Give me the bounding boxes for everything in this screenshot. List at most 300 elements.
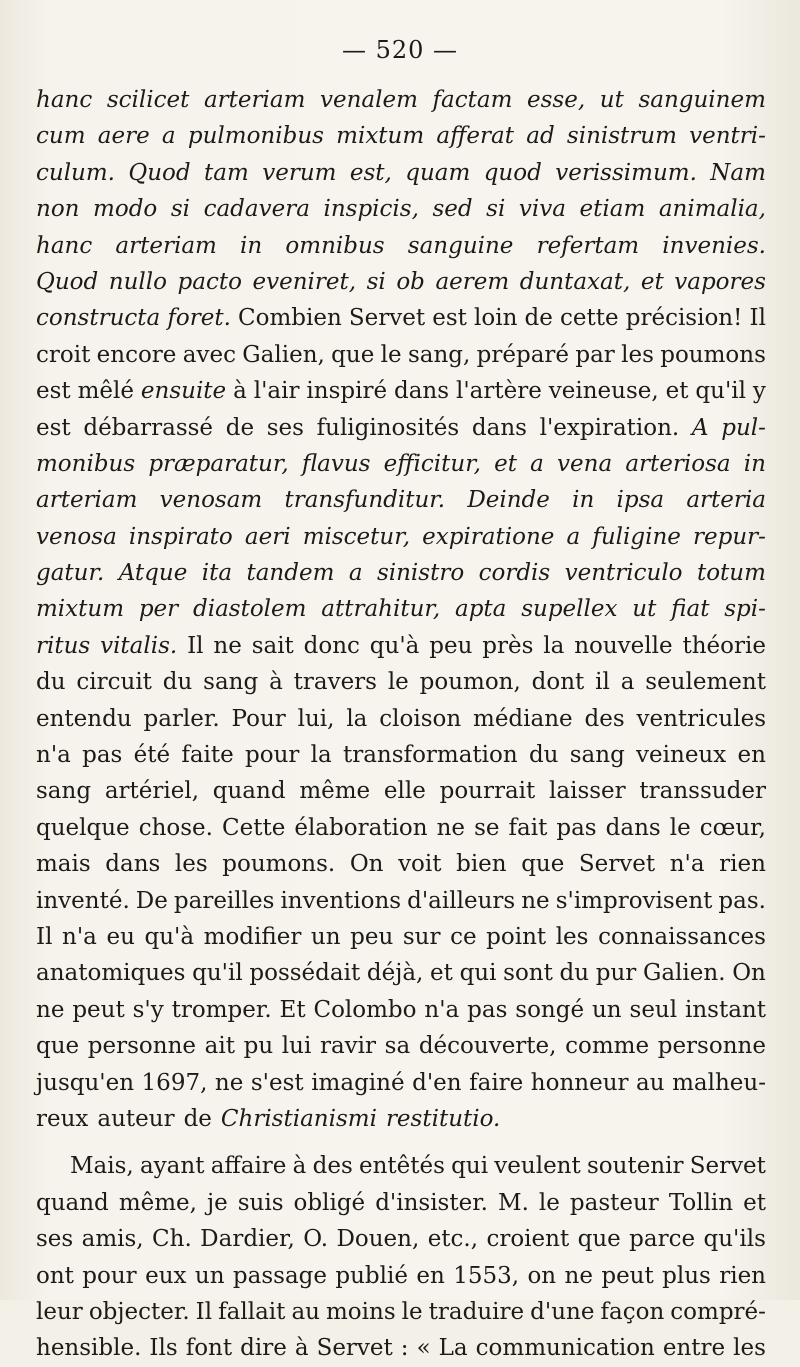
word: duntaxat,	[519, 268, 631, 295]
word: sanguinem	[638, 87, 766, 113]
word: veineuse,	[548, 378, 659, 405]
word: cloison	[379, 705, 462, 732]
text-line	[36, 1258, 766, 1294]
word: dans	[471, 414, 527, 441]
text-line	[36, 373, 766, 409]
word: chose.	[138, 814, 213, 841]
word: Douen,	[336, 1226, 420, 1253]
word: pareilles	[173, 887, 275, 914]
word: élaboration	[294, 814, 428, 841]
word: ne	[564, 1262, 593, 1289]
word: scilicet	[106, 87, 190, 113]
word: Servet	[578, 851, 656, 878]
word: ipsa	[616, 487, 665, 514]
word: les	[174, 851, 208, 878]
word: fuligine	[592, 523, 681, 550]
word: plus	[662, 1262, 711, 1289]
word: ob	[396, 268, 425, 295]
word: songé	[515, 996, 585, 1023]
word: rien	[719, 1262, 766, 1289]
word: Servet	[348, 305, 426, 332]
word: déjà,	[366, 960, 424, 987]
word: miscetur,	[302, 523, 410, 550]
word: théorie	[682, 632, 766, 659]
word: gatur.	[36, 560, 105, 587]
word: Colombo	[313, 996, 417, 1023]
text-line	[36, 228, 766, 264]
word: n'a	[36, 742, 71, 769]
word: inspicis,	[323, 196, 419, 223]
word: donc	[303, 632, 360, 659]
word: entêtés	[358, 1153, 445, 1180]
word: au	[291, 1298, 320, 1325]
word: poumons	[660, 341, 766, 368]
word: repur-	[693, 523, 766, 550]
word: ne	[521, 887, 550, 914]
word: a	[566, 523, 581, 550]
word: cadavera	[203, 196, 310, 223]
word: traduire	[428, 1298, 525, 1325]
word: honneur	[530, 1069, 629, 1096]
word: pas	[556, 814, 597, 841]
word: d'insister.	[375, 1189, 488, 1216]
word: Ch.	[152, 1226, 192, 1253]
word: arteria	[686, 487, 766, 514]
word: diastolem	[192, 596, 307, 623]
word: A	[691, 414, 709, 441]
word: qu'à	[369, 632, 420, 659]
word: il	[595, 669, 610, 696]
word: objecter.	[88, 1298, 190, 1325]
word: fallait	[218, 1298, 286, 1325]
text-line	[36, 919, 766, 955]
word: nouvelle	[574, 632, 673, 659]
word: un	[194, 1262, 225, 1289]
word: peu	[429, 632, 473, 659]
word: M.	[498, 1189, 529, 1216]
word: encore	[96, 341, 177, 368]
word: je	[206, 1189, 228, 1216]
word: poumon,	[419, 669, 521, 696]
word: qu'il	[192, 960, 243, 987]
text-line	[36, 591, 766, 627]
word: Pour	[231, 705, 286, 732]
word: si	[486, 196, 506, 223]
word: près	[482, 632, 534, 659]
word: eu	[106, 923, 135, 950]
word: elle	[383, 778, 426, 805]
word: la	[543, 632, 565, 659]
word: moins	[326, 1298, 396, 1325]
text-line	[36, 992, 766, 1028]
word: qui	[451, 1153, 489, 1180]
word: instant	[685, 996, 766, 1023]
word: Il	[749, 305, 766, 332]
word: a	[161, 123, 176, 150]
word: on	[527, 1262, 557, 1289]
word: seulement	[645, 669, 766, 696]
word: Cette	[222, 814, 286, 841]
word: venosam	[159, 487, 263, 514]
word: dans	[105, 851, 161, 878]
text-line	[36, 1330, 766, 1366]
word: n'a	[669, 851, 705, 878]
text-line	[36, 1148, 766, 1184]
word: dont	[531, 669, 585, 696]
word: reux	[36, 1105, 89, 1132]
word: précision!	[625, 305, 743, 332]
word: d'ailleurs	[407, 887, 516, 914]
word: sanguine	[407, 232, 514, 259]
word: l'artère	[455, 378, 542, 405]
word: De	[135, 887, 168, 914]
word: cœur,	[699, 814, 766, 841]
word: peut	[72, 996, 125, 1023]
word: inspirato	[128, 523, 233, 550]
word: et	[665, 378, 689, 405]
word: en	[737, 742, 766, 769]
word: venosa	[36, 523, 117, 550]
word: ne	[214, 1069, 244, 1096]
word: des	[312, 1153, 353, 1180]
body-text	[36, 82, 766, 1367]
word: du	[559, 960, 590, 987]
word: l'air	[253, 378, 300, 405]
word: in	[743, 450, 766, 477]
text-line	[36, 1221, 766, 1257]
word: nullo	[108, 268, 167, 295]
word: sont	[503, 960, 553, 987]
word: Deinde	[467, 487, 550, 514]
word: transsuder	[639, 778, 766, 805]
word: suis	[237, 1189, 284, 1216]
word: mixtum	[336, 123, 425, 150]
word: à	[269, 669, 283, 696]
word: Christianismi	[220, 1105, 377, 1132]
word: cum	[36, 123, 86, 150]
word: dans	[605, 814, 661, 841]
word: publié	[335, 1262, 408, 1289]
word: inventé.	[36, 887, 130, 914]
word: Servet	[316, 1335, 393, 1362]
word: avec	[182, 341, 236, 368]
word: fuliginosités	[316, 414, 460, 441]
word: tromper.	[171, 996, 272, 1023]
word: inspiré	[306, 378, 388, 405]
word: que	[36, 1033, 80, 1060]
word: mêlé	[77, 378, 134, 405]
text-line	[36, 410, 766, 446]
word: afferat	[436, 123, 514, 150]
word: est,	[349, 159, 392, 186]
word: lui,	[297, 705, 335, 732]
word: arteriosa	[625, 450, 731, 477]
word: Il	[195, 1298, 213, 1325]
word: pas	[467, 996, 508, 1023]
word: et	[494, 450, 517, 477]
word: qu'il	[695, 378, 746, 405]
word: venalem	[320, 87, 418, 113]
word: comme	[565, 1033, 650, 1060]
word: præparatur,	[148, 450, 289, 477]
word: les	[621, 341, 654, 368]
text-line	[36, 1294, 766, 1330]
word: monibus	[36, 450, 136, 477]
word: préparé	[476, 341, 570, 368]
word: spi-	[724, 596, 766, 623]
text-line	[36, 264, 766, 300]
word: la	[346, 705, 368, 732]
word: 1697,	[141, 1069, 208, 1096]
word: arteriam	[36, 487, 138, 514]
word: animalia,	[658, 196, 766, 223]
word: du	[528, 742, 559, 769]
word: voit	[398, 851, 442, 878]
word: parce	[629, 1226, 696, 1253]
word: compré-	[670, 1298, 766, 1325]
text-line	[36, 773, 766, 809]
word: sur	[402, 923, 441, 950]
word: fait	[508, 814, 548, 841]
word: efficitur,	[383, 450, 481, 477]
word: passage	[232, 1262, 327, 1289]
word: malheu-	[672, 1069, 766, 1096]
word: rien	[719, 851, 766, 878]
word: et	[640, 268, 664, 295]
word: constructa	[36, 305, 161, 332]
word: ayant	[139, 1153, 205, 1180]
word: esse,	[527, 87, 586, 113]
word: verissimum.	[555, 159, 697, 186]
word: fiat	[671, 596, 710, 623]
word: non	[36, 196, 80, 223]
word: d'une	[530, 1298, 595, 1325]
word: a	[530, 450, 544, 477]
word: inventions	[280, 887, 402, 914]
word: quod	[483, 159, 542, 186]
word: point	[486, 923, 547, 950]
word: d'en	[412, 1069, 462, 1096]
word: croit	[36, 341, 91, 368]
word: de	[183, 1105, 212, 1132]
word: que	[521, 851, 565, 878]
word: que	[577, 1226, 621, 1253]
word: a	[348, 560, 363, 587]
word: ait	[204, 1033, 235, 1060]
word: per	[138, 596, 179, 623]
word: Dardier,	[200, 1226, 295, 1253]
word: à	[292, 1153, 307, 1180]
text-line	[36, 82, 766, 118]
word: cordis	[478, 560, 551, 587]
word: laisser	[549, 778, 626, 805]
word: ses	[36, 1226, 74, 1253]
word: de	[524, 305, 553, 332]
text-line	[36, 300, 766, 336]
word: par	[575, 341, 615, 368]
word: les	[733, 1335, 766, 1362]
word: du	[162, 669, 193, 696]
word: façon	[600, 1298, 665, 1325]
word: connaissances	[598, 923, 766, 950]
text-line	[36, 519, 766, 555]
word: modifier	[203, 923, 302, 950]
word: ravir	[319, 1033, 377, 1060]
word: etiam	[579, 196, 646, 223]
word: attrahitur,	[321, 596, 441, 623]
word: transformation	[342, 742, 518, 769]
word: aere	[97, 123, 150, 150]
word: peut	[601, 1262, 654, 1289]
word: Il	[187, 632, 204, 659]
word: en	[416, 1262, 445, 1289]
word: refertam	[536, 232, 640, 259]
text-line	[36, 1028, 766, 1064]
text-line	[36, 955, 766, 991]
word: faire	[469, 1069, 524, 1096]
word: s'improvisent	[555, 887, 713, 914]
word: culum.	[36, 159, 115, 186]
word: ritus	[36, 632, 91, 659]
word: ensuite	[140, 378, 227, 405]
word: arteriam	[203, 87, 306, 113]
word: obligé	[293, 1189, 366, 1216]
word: Nam	[710, 159, 766, 186]
word: Galien.	[642, 960, 726, 987]
word: in	[572, 487, 595, 514]
word: vena	[557, 450, 613, 477]
text-line	[36, 191, 766, 227]
word: été	[133, 742, 171, 769]
word: pour	[245, 742, 300, 769]
word: loin	[474, 305, 518, 332]
word: affaire	[210, 1153, 287, 1180]
word: ne	[36, 996, 65, 1023]
word: O.	[303, 1226, 329, 1253]
word: artériel,	[104, 778, 200, 805]
word: omnibus	[285, 232, 385, 259]
word: mixtum	[36, 596, 125, 623]
word: ne	[213, 632, 242, 659]
word: quam	[405, 159, 471, 186]
word: de	[225, 414, 255, 441]
text-line	[36, 664, 766, 700]
text-line	[36, 883, 766, 919]
word: La	[438, 1335, 468, 1362]
word: apta	[455, 596, 507, 623]
word: ses	[266, 414, 304, 441]
word: Combien	[238, 305, 342, 332]
word: ventriculo	[564, 560, 683, 587]
word: pour	[82, 1262, 137, 1289]
word: aeri	[244, 523, 291, 550]
text-line	[36, 701, 766, 737]
word: à	[294, 1335, 309, 1362]
word: vapores	[674, 268, 766, 295]
word: faite	[181, 742, 234, 769]
word: est	[432, 305, 467, 332]
word: invenies.	[662, 232, 766, 259]
word: est	[36, 414, 71, 441]
word: pur	[595, 960, 637, 987]
word: est	[36, 378, 71, 405]
word: On	[732, 960, 766, 987]
word: viva	[518, 196, 566, 223]
word: sa	[384, 1033, 411, 1060]
word: pourrait	[439, 778, 536, 805]
word: pasteur	[569, 1189, 659, 1216]
word: pulmonibus	[187, 123, 324, 150]
word: Ils	[149, 1335, 178, 1362]
word: flavus	[301, 450, 371, 477]
word: «	[416, 1335, 431, 1362]
word: :	[400, 1335, 409, 1362]
word: soutenir	[586, 1153, 684, 1180]
word: mais	[36, 851, 91, 878]
word: pul-	[721, 414, 766, 441]
word: restitutio.	[385, 1105, 501, 1132]
word: Quod	[36, 268, 99, 295]
word: Il	[36, 923, 53, 950]
word: y	[752, 378, 766, 405]
word: travers	[293, 669, 377, 696]
word: médiane	[473, 705, 573, 732]
word: du	[36, 669, 66, 696]
text-line	[36, 118, 766, 154]
word: transfunditur.	[284, 487, 446, 514]
word: cette	[560, 305, 619, 332]
word: circuit	[76, 669, 152, 696]
word: supellex	[521, 596, 618, 623]
word: sang	[36, 778, 92, 805]
word: le	[538, 1189, 560, 1216]
word: Quod	[128, 159, 191, 186]
word: les	[555, 923, 589, 950]
text-line	[36, 446, 766, 482]
word: sinistrum	[566, 123, 677, 150]
word: ventri-	[689, 123, 766, 150]
word: modo	[93, 196, 158, 223]
word: Et	[279, 996, 306, 1023]
word: bien	[456, 851, 507, 878]
word: n'a	[62, 923, 97, 950]
word: On	[349, 851, 384, 878]
word: parler.	[143, 705, 220, 732]
word: poumons.	[222, 851, 336, 878]
word: ut	[632, 596, 657, 623]
word: Atque	[118, 560, 188, 587]
text-line	[36, 1065, 766, 1101]
word: font	[185, 1335, 233, 1362]
word: un	[310, 923, 341, 950]
word: si	[170, 196, 191, 223]
word: dire	[240, 1335, 287, 1362]
text-line	[36, 555, 766, 591]
word: eux	[145, 1262, 187, 1289]
word: veulent	[494, 1153, 581, 1180]
word: pacto	[177, 268, 242, 295]
word: arteriam	[115, 232, 217, 259]
word: Tollin	[668, 1189, 734, 1216]
word: tandem	[246, 560, 335, 587]
text-line	[36, 810, 766, 846]
text-line	[36, 628, 766, 664]
word: auteur	[97, 1105, 175, 1132]
word: vitalis.	[100, 632, 178, 659]
text-line	[36, 337, 766, 373]
word: amis,	[81, 1226, 144, 1253]
word: pas.	[718, 887, 766, 914]
